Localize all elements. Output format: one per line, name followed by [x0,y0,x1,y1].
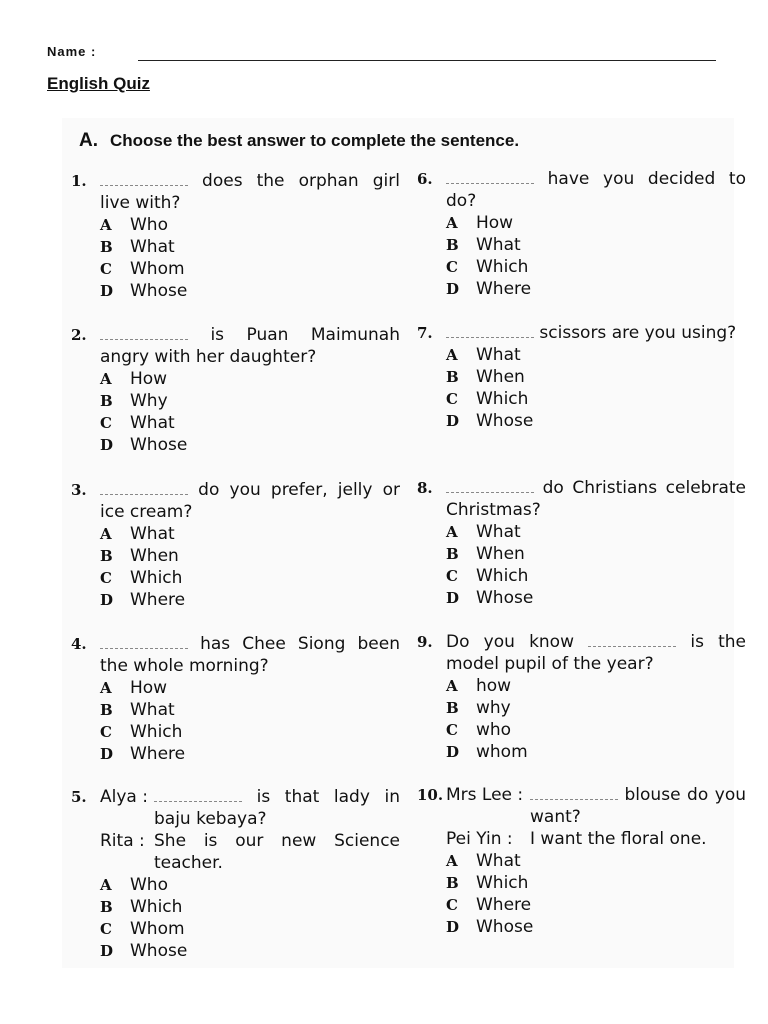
option-letter: A [446,346,458,364]
option-text: Which [476,873,529,893]
option-text: Where [476,895,532,915]
question-number: 10. [417,786,444,804]
dialogue-text [530,784,746,828]
answer-blank[interactable] [100,327,188,340]
option-text: Whose [476,411,534,431]
option-letter: B [446,699,459,717]
speaker-label: Pei Yin : [446,829,513,849]
question-8 [417,477,746,609]
option-text: What [476,235,521,255]
dialogue-line [446,828,746,850]
question-number: 5. [71,788,87,806]
option-letter: D [100,436,114,454]
answer-option[interactable] [100,743,400,765]
answer-option[interactable] [100,940,400,962]
option-letter: A [100,876,112,894]
option-letter: B [100,392,113,410]
stem-post: is the model pupil of the year? [446,632,746,674]
option-letter: A [446,852,458,870]
option-letter: C [446,721,458,739]
stem-post: do Christians celebrate Christmas? [446,478,746,520]
option-letter: B [446,874,459,892]
question-stem [100,479,400,523]
option-text: Which [476,389,529,409]
question-number: 2. [71,326,87,344]
answer-option[interactable] [446,872,746,894]
option-letter: A [100,679,112,697]
option-letter: C [446,896,458,914]
answer-option[interactable] [100,677,400,699]
dialogue-line [100,830,400,874]
answer-option[interactable] [100,214,400,236]
option-text: How [130,678,168,698]
dialogue-text-part: blouse do you want? [530,785,746,827]
option-letter: A [100,370,112,388]
option-text: How [130,369,168,389]
question-stem [100,170,400,214]
option-letter: C [446,567,458,585]
option-text: Who [130,875,168,895]
question-number: 9. [417,633,433,651]
question-1 [71,170,400,302]
option-letter: C [100,723,112,741]
answer-blank[interactable] [530,787,618,800]
dialogue-line [100,786,400,830]
option-letter: C [100,414,112,432]
option-letter: B [446,236,459,254]
option-text: who [476,720,512,740]
option-text: When [476,544,525,564]
option-letter: A [446,214,458,232]
answer-option[interactable] [100,368,400,390]
answer-blank[interactable] [446,480,534,493]
question-stem [446,168,746,212]
option-letter: C [100,920,112,938]
question-number: 8. [417,479,433,497]
stem-post: have you decided to do? [446,169,746,211]
option-text: What [130,237,175,257]
answer-option[interactable] [100,874,400,896]
question-stem [100,633,400,677]
option-letter: D [446,743,460,761]
option-text: What [130,700,175,720]
name-line [138,60,716,61]
answer-option[interactable] [446,366,746,388]
answer-blank[interactable] [100,636,188,649]
answer-option[interactable] [446,388,746,410]
option-letter: D [446,918,460,936]
question-number: 4. [71,635,87,653]
option-text: Whose [130,435,188,455]
option-letter: C [446,258,458,276]
answer-option[interactable] [446,894,746,916]
option-text: Where [130,590,186,610]
answer-option[interactable] [100,721,400,743]
answer-option[interactable] [446,719,746,741]
dialogue-text-part: She is our new Science teacher. [154,831,400,873]
stem-post: has Chee Siong been the whole morning? [100,634,400,676]
answer-option[interactable] [100,545,400,567]
option-text: Whose [476,588,534,608]
answer-option[interactable] [446,916,746,938]
answer-option[interactable] [100,390,400,412]
option-letter: B [100,547,113,565]
answer-option[interactable] [446,543,746,565]
option-text: how [476,676,512,696]
answer-option[interactable] [100,567,400,589]
option-text: Whom [130,919,185,939]
option-letter: B [100,898,113,916]
answer-blank[interactable] [446,171,534,184]
speaker-label: Rita : [100,831,145,851]
answer-option[interactable] [446,587,746,609]
question-number: 7. [417,324,433,342]
question-5 [71,786,400,962]
option-text: What [476,522,521,542]
question-number: 1. [71,172,87,190]
answer-option[interactable] [446,850,746,872]
answer-option[interactable] [446,565,746,587]
answer-option[interactable] [446,344,746,366]
option-letter: B [446,545,459,563]
option-text: whom [476,742,528,762]
stem-post: do you prefer, jelly or ice cream? [100,480,400,522]
answer-option[interactable] [446,256,746,278]
question-stem [446,631,746,675]
stem-post: scissors are you using? [534,323,737,343]
option-letter: B [446,368,459,386]
speaker-label: Alya : [100,787,148,807]
dialogue-text [154,786,400,830]
question-number: 3. [71,481,87,499]
question-stem [446,322,746,344]
answer-option[interactable] [446,697,746,719]
option-text: Where [476,279,532,299]
answer-option[interactable] [446,234,746,256]
option-letter: D [100,745,114,763]
question-stem [446,477,746,521]
option-text: Which [476,257,529,277]
section-letter: A. [79,130,98,151]
option-letter: D [100,942,114,960]
stem-post: is Puan Maimunah angry with her daughter? [100,325,400,367]
option-text: Why [130,391,168,411]
answer-option[interactable] [100,896,400,918]
option-text: What [476,851,521,871]
option-letter: D [100,591,114,609]
option-text: Which [130,568,183,588]
option-text: Whose [130,941,188,961]
option-text: How [476,213,514,233]
question-number: 6. [417,170,433,188]
dialogue-text-part: is that lady in baju kebaya? [154,787,400,829]
option-letter: C [100,260,112,278]
option-letter: B [100,701,113,719]
answer-option[interactable] [446,410,746,432]
option-text: why [476,698,511,718]
answer-option[interactable] [100,699,400,721]
question-7 [417,322,746,432]
option-text: Which [130,722,183,742]
option-text: Whom [130,259,185,279]
option-text: When [130,546,179,566]
answer-option[interactable] [446,212,746,234]
option-letter: A [446,523,458,541]
option-letter: B [100,238,113,256]
section-instruction: Choose the best answer to complete the sentence. [110,131,520,150]
answer-option[interactable] [100,589,400,611]
answer-option[interactable] [100,918,400,940]
option-letter: D [100,282,114,300]
answer-option[interactable] [446,675,746,697]
option-text: Whose [476,917,534,937]
question-2 [71,324,400,456]
option-text: Which [476,566,529,586]
dialogue-text [154,830,400,874]
answer-blank[interactable] [100,482,188,495]
answer-blank[interactable] [154,789,242,802]
answer-blank[interactable] [100,173,188,186]
dialogue-text [530,828,746,850]
option-text: What [130,524,175,544]
answer-option[interactable] [100,412,400,434]
option-letter: C [100,569,112,587]
answer-option[interactable] [100,280,400,302]
dialogue-text-part: I want the floral one. [530,829,707,849]
option-text: What [130,413,175,433]
dialogue-line [446,784,746,828]
speaker-label: Mrs Lee : [446,785,524,805]
answer-option[interactable] [100,236,400,258]
answer-blank[interactable] [588,634,676,647]
option-text: Which [130,897,183,917]
question-stem [100,324,400,368]
section-heading [79,130,519,152]
answer-option[interactable] [446,278,746,300]
question-9 [417,631,746,763]
name-label: Name : [47,44,97,59]
answer-option[interactable] [100,523,400,545]
stem-pre: Do you know [446,632,589,652]
option-letter: D [446,412,460,430]
answer-option[interactable] [446,521,746,543]
option-text: What [476,345,521,365]
answer-option[interactable] [446,741,746,763]
answer-option[interactable] [100,434,400,456]
option-letter: D [446,589,460,607]
question-4 [71,633,400,765]
quiz-title: English Quiz [47,74,150,93]
option-letter: C [446,390,458,408]
stem-post: does the orphan girl live with? [100,171,400,213]
option-letter: A [446,677,458,695]
question-6 [417,168,746,300]
option-text: Where [130,744,186,764]
option-letter: A [100,216,112,234]
option-text: When [476,367,525,387]
option-text: Who [130,215,168,235]
question-10 [417,784,746,938]
option-letter: D [446,280,460,298]
answer-blank[interactable] [446,325,534,338]
option-text: Whose [130,281,188,301]
option-letter: A [100,525,112,543]
answer-option[interactable] [100,258,400,280]
question-3 [71,479,400,611]
